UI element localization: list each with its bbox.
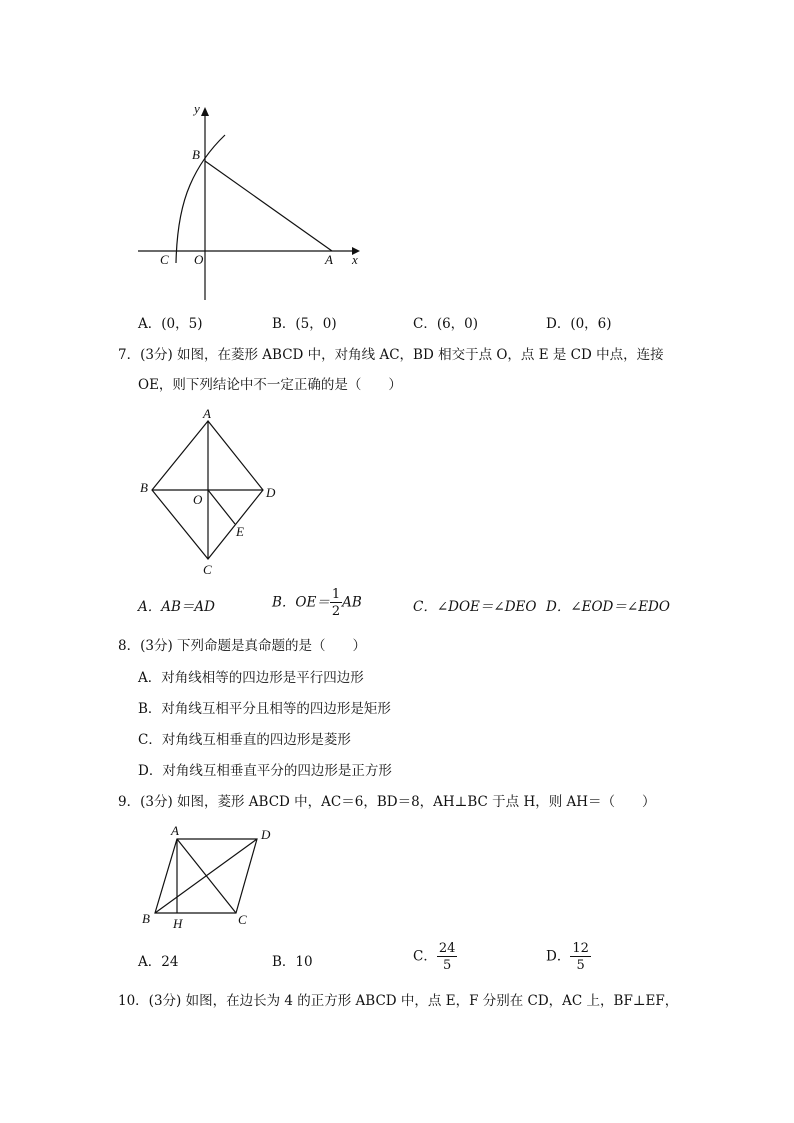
q8-option-b[interactable]: B．对角线互相平分且相等的四边形是矩形: [138, 701, 391, 717]
q9-option-d-prefix: D．: [546, 948, 571, 965]
q8-option-d[interactable]: D．对角线互相垂直平分的四边形是正方形: [138, 763, 392, 779]
label-o: O: [193, 492, 203, 507]
arc-bc: [176, 135, 225, 263]
label-a: A: [203, 406, 211, 421]
q7-option-b-suffix: AB: [342, 594, 362, 611]
q7-option-b[interactable]: [272, 588, 362, 618]
label-o: O: [194, 252, 204, 267]
q6-option-c[interactable]: C．(6，0): [413, 316, 479, 332]
q8-option-a[interactable]: A．对角线相等的四边形是平行四边形: [138, 670, 364, 686]
q9-option-c[interactable]: [413, 942, 457, 972]
label-b: B: [142, 911, 150, 926]
q9-option-c-fraction: [437, 942, 458, 972]
label-c: C: [160, 252, 169, 267]
q9-option-d-fraction: [570, 942, 591, 972]
label-a: A: [171, 823, 179, 838]
q10-stem-line1: 10．(3分) 如图，在边长为 4 的正方形 ABCD 中，点 E，F 分别在 CD，AC 上，BF⊥EF，: [118, 993, 679, 1009]
q9-option-d[interactable]: [546, 942, 591, 972]
label-a: A: [325, 252, 333, 267]
diagonal-bd: [155, 839, 257, 913]
label-x: x: [352, 252, 358, 267]
q9-option-c-prefix: C．: [413, 948, 437, 965]
q6-figure: [130, 95, 370, 310]
q7-option-b-prefix: B．OE＝: [272, 594, 330, 611]
fraction-numerator: 24: [438, 941, 456, 956]
fraction-numerator: 12: [572, 941, 589, 956]
fraction-denominator: 5: [576, 958, 585, 973]
q8-option-c[interactable]: C．对角线互相垂直的四边形是菱形: [138, 732, 351, 748]
q7-stem-line2: OE，则下列结论中不一定正确的是（ ）: [138, 377, 402, 393]
q7-option-a[interactable]: A．AB＝AD: [138, 599, 215, 615]
q9-option-a[interactable]: A．24: [138, 954, 179, 970]
label-b: B: [140, 480, 148, 495]
label-c: C: [238, 912, 247, 927]
label-d: D: [261, 827, 271, 842]
q9-figure: [135, 822, 285, 934]
q6-option-a[interactable]: A．(0，5): [138, 316, 203, 332]
label-d: D: [266, 485, 276, 500]
y-axis-arrow: [201, 107, 209, 116]
label-c: C: [203, 562, 212, 577]
q6-option-b[interactable]: B．(5，0): [272, 316, 337, 332]
label-b: B: [192, 147, 200, 162]
q6-option-d[interactable]: D．(0，6): [546, 316, 612, 332]
label-e: E: [236, 524, 244, 539]
q7-option-b-fraction: [330, 588, 342, 618]
q8-stem: 8．(3分) 下列命题是真命题的是（ ）: [118, 638, 367, 654]
label-y: y: [194, 101, 200, 116]
q7-figure: [135, 403, 285, 578]
q9-stem: 9．(3分) 如图，菱形 ABCD 中，AC＝6，BD＝8，AH⊥BC 于点 H，则 AH＝（ ）: [118, 794, 656, 810]
q7-stem-line1: 7．(3分) 如图，在菱形 ABCD 中，对角线 AC，BD 相交于点 O，点 E 是 CD 中点，连接: [118, 347, 664, 363]
q7-option-d[interactable]: D．∠EOD＝∠EDO: [546, 599, 670, 615]
q7-option-c[interactable]: C．∠DOE＝∠DEO: [413, 599, 537, 615]
segment-ba: [205, 161, 332, 251]
fraction-denominator: 2: [331, 604, 341, 619]
label-h: H: [173, 916, 183, 931]
q9-option-b[interactable]: B．10: [272, 954, 313, 970]
segment-oe: [208, 490, 235, 524]
fraction-denominator: 5: [442, 958, 452, 973]
fraction-numerator: 1: [331, 587, 341, 602]
